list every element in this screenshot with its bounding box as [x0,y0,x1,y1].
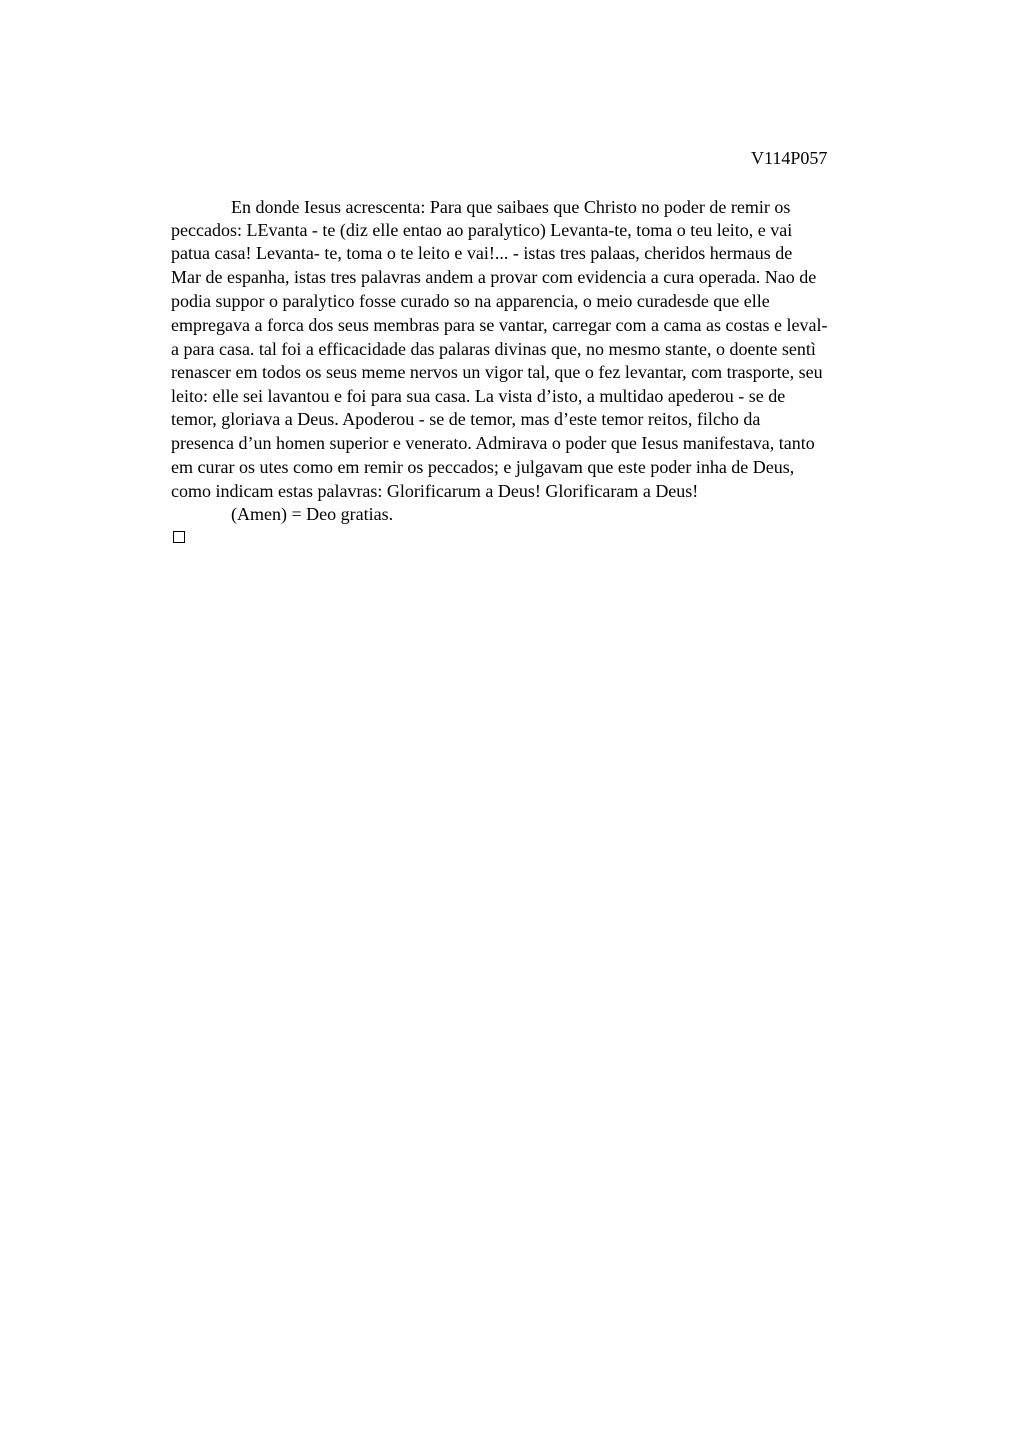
paragraph-line-1: En donde Iesus acrescenta: Para que saibaes que Christo no poder de remir os [231,197,791,217]
paragraph-line-4: Mar de espanha, istas tres palavras andem a provar com evidencia a cura operada. Nao de [171,267,817,287]
page-identifier: V114P057 [751,148,828,168]
paragraph-line-7: a para casa. tal foi a efficacidade das palaras divinas que, no mesmo stante, o doente sentì [171,339,816,359]
paragraph-line-12: em curar os utes como em remir os peccados; e julgavam que este poder inha de Deus, [171,457,795,477]
paragraph-line-3: patua casa! Levanta- te, toma o te leito e vai!... - istas tres palaas, cheridos hermaus de [171,243,793,263]
paragraph-line-11: presenca d’un homen superior e venerato. Admirava o poder que Iesus manifestava, tanto [171,433,815,453]
paragraph-line-9: leito: elle sei lavantou e foi para sua casa. La vista d’isto, a multidao apederou - se de [171,386,786,406]
paragraph-line-10: temor, gloriava a Deus. Apoderou - se de temor, mas d’este temor reitos, filcho da [171,409,761,429]
closing-line: (Amen) = Deo gratias. [231,504,394,524]
paragraph-line-8: renascer em todos os seus meme nervos un vigor tal, que o fez levantar, com trasporte, seu [171,362,823,382]
paragraph-line-5: podia suppor o paralytico fosse curado so na apparencia, o meio curadesde que elle [171,291,770,311]
paragraph-line-13: como indicam estas palavras: Glorificarum a Deus! Glorificaram a Deus! [171,481,699,501]
checkbox-square[interactable] [173,531,185,543]
paragraph-line-6: empregava a forca dos seus membras para se vantar, carregar com a cama as costas e leval- [171,315,828,335]
paragraph-line-2: peccados: LEvanta - te (diz elle entao ao paralytico) Levanta-te, toma o teu leito, e vai [171,220,793,240]
